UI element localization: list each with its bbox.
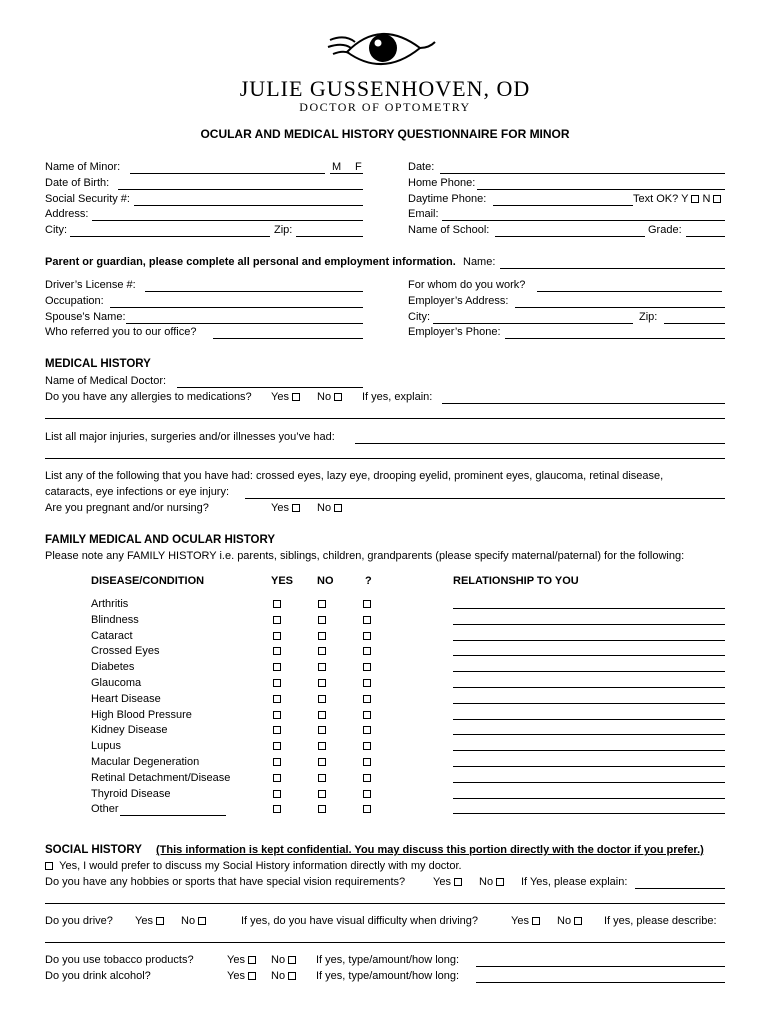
pregnant-label: Are you pregnant and/or nursing?	[45, 502, 209, 514]
condition-no-checkbox[interactable]	[318, 695, 326, 703]
relationship-field[interactable]	[453, 640, 725, 641]
relationship-field[interactable]	[453, 671, 725, 672]
condition-no-checkbox[interactable]	[318, 679, 326, 687]
prefer-discuss-checkbox[interactable]	[45, 862, 53, 870]
condition-yes-checkbox[interactable]	[273, 790, 281, 798]
condition-label: Lupus	[91, 740, 121, 753]
employer-phone-label: Employer’s Phone:	[408, 326, 501, 338]
zip-field[interactable]	[296, 236, 363, 237]
email-label: Email:	[408, 208, 439, 220]
condition-yes-checkbox[interactable]	[273, 647, 281, 655]
alcohol-details-field[interactable]	[476, 982, 725, 983]
pregnant-no-option	[317, 501, 342, 515]
condition-label: Crossed Eyes	[91, 645, 160, 658]
visual-difficulty-no-checkbox[interactable]	[574, 917, 582, 925]
relationship-field[interactable]	[453, 703, 725, 704]
condition-label: Blindness	[91, 613, 139, 626]
prefer-discuss-option	[45, 859, 462, 873]
date-label: Date:	[408, 161, 435, 173]
alcohol-no-label: No	[271, 970, 286, 982]
relationship-field[interactable]	[453, 608, 725, 609]
conditions-field[interactable]	[245, 498, 725, 499]
hobbies-yes-option	[433, 875, 462, 889]
name-of-minor-label: Name of Minor:	[45, 161, 121, 173]
condition-yes-checkbox[interactable]	[273, 742, 281, 750]
condition-unknown-checkbox[interactable]	[363, 647, 371, 655]
condition-no-checkbox[interactable]	[318, 711, 326, 719]
relationship-field[interactable]	[453, 655, 725, 656]
family-history-note: Please note any FAMILY HISTORY i.e. parents, siblings, children, grandparents (please specify maternal/paternal) for the following:	[45, 550, 685, 562]
drive-no-option	[181, 914, 206, 928]
family-history-heading: FAMILY MEDICAL AND OCULAR HISTORY	[45, 534, 276, 546]
alcohol-yes-label: Yes	[227, 970, 245, 982]
relationship-field[interactable]	[453, 782, 725, 783]
col-yes-header: YES	[271, 575, 294, 587]
employer-zip-label: Zip:	[639, 311, 658, 323]
grade-field[interactable]	[686, 236, 725, 237]
allergies-no-option	[317, 390, 342, 404]
tobacco-no-checkbox[interactable]	[288, 956, 296, 964]
col-disease-header: DISEASE/CONDITION	[91, 575, 205, 587]
condition-no-checkbox[interactable]	[318, 632, 326, 640]
tobacco-no-label: No	[271, 954, 286, 966]
condition-yes-checkbox[interactable]	[273, 663, 281, 671]
daytime-phone-label: Daytime Phone:	[408, 193, 487, 205]
address-field[interactable]	[92, 220, 363, 221]
male-option[interactable]: M	[332, 161, 342, 173]
relationship-field[interactable]	[453, 687, 725, 688]
condition-yes-checkbox[interactable]	[273, 805, 281, 813]
dob-field[interactable]	[118, 189, 363, 190]
dob-label: Date of Birth:	[45, 177, 110, 189]
visual-difficulty-yes-option	[511, 914, 540, 928]
allergies-explain-field-2[interactable]	[45, 418, 725, 419]
text-ok-no-checkbox[interactable]	[713, 195, 721, 203]
condition-yes-checkbox[interactable]	[273, 726, 281, 734]
ssn-label: Social Security #:	[45, 193, 130, 205]
social-history-note: (This information is kept confidential. You may discuss this portion directly with the doctor if you prefer.)	[156, 844, 704, 856]
employer-city-label: City:	[408, 311, 430, 323]
spouse-label: Spouse’s Name:	[45, 311, 126, 323]
condition-label: Kidney Disease	[91, 724, 168, 737]
describe-label: If yes, please describe:	[604, 915, 717, 927]
alcohol-no-option	[271, 969, 296, 983]
allergies-no-checkbox[interactable]	[334, 393, 342, 401]
employer-zip-field[interactable]	[664, 323, 725, 324]
employer-address-label: Employer’s Address:	[408, 295, 509, 307]
relationship-field[interactable]	[453, 750, 725, 751]
medical-doctor-field[interactable]	[177, 387, 363, 388]
injuries-label: List all major injuries, surgeries and/or illnesses you’ve had:	[45, 431, 335, 443]
grade-label: Grade:	[648, 224, 682, 236]
condition-yes-checkbox[interactable]	[273, 711, 281, 719]
condition-unknown-checkbox[interactable]	[363, 616, 371, 624]
condition-label: Glaucoma	[91, 677, 142, 689]
injuries-field[interactable]	[355, 443, 725, 444]
condition-no-checkbox[interactable]	[318, 774, 326, 782]
name-of-minor-field[interactable]	[130, 173, 325, 174]
tobacco-yes-label: Yes	[227, 954, 245, 966]
license-field[interactable]	[145, 291, 363, 292]
address-label: Address:	[45, 208, 89, 220]
hobbies-explain-field-2[interactable]	[45, 903, 725, 904]
medical-history-heading: MEDICAL HISTORY	[45, 358, 151, 370]
text-ok-label: Text OK? Y	[633, 193, 689, 205]
condition-label: Macular Degeneration	[91, 756, 200, 768]
condition-unknown-checkbox[interactable]	[363, 695, 371, 703]
col-no-header: NO	[317, 575, 334, 587]
date-field[interactable]	[440, 173, 725, 174]
work-field[interactable]	[537, 291, 722, 292]
relationship-field[interactable]	[453, 766, 725, 767]
col-unknown-header: ?	[365, 575, 372, 587]
condition-no-checkbox[interactable]	[318, 726, 326, 734]
condition-unknown-checkbox[interactable]	[363, 679, 371, 687]
drive-no-checkbox[interactable]	[198, 917, 206, 925]
hobbies-yes-label: Yes	[433, 876, 451, 888]
condition-unknown-checkbox[interactable]	[363, 758, 371, 766]
condition-label: Retinal Detachment/Disease	[91, 771, 231, 784]
col-relationship-header: RELATIONSHIP TO YOU	[453, 575, 579, 587]
hobbies-explain-label: If Yes, please explain:	[521, 876, 628, 888]
condition-unknown-checkbox[interactable]	[363, 790, 371, 798]
condition-no-checkbox[interactable]	[318, 790, 326, 798]
alcohol-label: Do you drink alcohol?	[45, 970, 151, 982]
condition-no-checkbox[interactable]	[318, 742, 326, 750]
pregnant-no-checkbox[interactable]	[334, 504, 342, 512]
visual-difficulty-label: If yes, do you have visual difficulty when driving?	[241, 915, 479, 927]
work-label: For whom do you work?	[408, 279, 526, 291]
condition-unknown-checkbox[interactable]	[363, 663, 371, 671]
employer-address-field[interactable]	[515, 307, 725, 308]
injuries-field-2[interactable]	[45, 458, 725, 459]
city-field[interactable]	[70, 236, 270, 237]
drive-label: Do you drive?	[45, 915, 113, 927]
eye-logo-icon	[325, 20, 445, 76]
alcohol-yes-option	[227, 969, 256, 983]
condition-unknown-checkbox[interactable]	[363, 632, 371, 640]
pregnant-yes-option	[271, 501, 300, 515]
doctor-subtitle: DOCTOR OF OPTOMETRY	[299, 100, 471, 114]
ssn-field[interactable]	[134, 205, 363, 206]
hobbies-no-option	[479, 875, 504, 889]
condition-label: Cataract	[91, 629, 133, 642]
alcohol-details-label: If yes, type/amount/how long:	[316, 970, 460, 982]
condition-unknown-checkbox[interactable]	[363, 711, 371, 719]
allergies-yes-label: Yes	[271, 391, 289, 403]
condition-yes-checkbox[interactable]	[273, 616, 281, 624]
conditions-text-1: List any of the following that you have had: crossed eyes, lazy eye, drooping eyelid, prominent eyes, glaucoma, retinal disease,	[45, 470, 664, 482]
drive-yes-label: Yes	[135, 915, 153, 927]
relationship-field[interactable]	[453, 813, 725, 814]
female-option[interactable]: F	[355, 161, 362, 173]
guardian-name-field[interactable]	[500, 268, 725, 269]
alcohol-yes-checkbox[interactable]	[248, 972, 256, 980]
condition-unknown-checkbox[interactable]	[363, 742, 371, 750]
condition-no-checkbox[interactable]	[318, 616, 326, 624]
allergies-yes-option	[271, 390, 300, 404]
guardian-intro: Parent or guardian, please complete all personal and employment information.	[45, 256, 456, 268]
social-history-heading: SOCIAL HISTORY	[45, 844, 142, 856]
condition-unknown-checkbox[interactable]	[363, 600, 371, 608]
allergies-yes-checkbox[interactable]	[292, 393, 300, 401]
condition-no-checkbox[interactable]	[318, 758, 326, 766]
employer-phone-field[interactable]	[505, 338, 725, 339]
condition-unknown-checkbox[interactable]	[363, 726, 371, 734]
hobbies-no-label: No	[479, 876, 494, 888]
tobacco-label: Do you use tobacco products?	[45, 954, 194, 966]
school-field[interactable]	[495, 236, 645, 237]
condition-yes-checkbox[interactable]	[273, 774, 281, 782]
condition-yes-checkbox[interactable]	[273, 695, 281, 703]
occupation-field[interactable]	[110, 307, 363, 308]
condition-yes-checkbox[interactable]	[273, 758, 281, 766]
allergies-explain-field[interactable]	[442, 403, 725, 404]
visual-difficulty-no-label: No	[557, 915, 572, 927]
home-phone-label: Home Phone:	[408, 177, 476, 189]
zip-label: Zip:	[274, 224, 293, 236]
conditions-text-2: cataracts, eye infections or eye injury:	[45, 486, 230, 498]
condition-unknown-checkbox[interactable]	[363, 805, 371, 813]
relationship-field[interactable]	[453, 798, 725, 799]
text-ok-no-label: N	[702, 193, 711, 205]
prefer-discuss-label: Yes, I would prefer to discuss my Social History information directly with my doctor.	[59, 860, 462, 872]
doctor-name: JULIE GUSSENHOVEN, OD	[239, 76, 531, 101]
allergies-explain-label: If yes, explain:	[362, 391, 433, 403]
condition-no-checkbox[interactable]	[318, 600, 326, 608]
tobacco-details-label: If yes, type/amount/how long:	[316, 954, 460, 966]
condition-no-checkbox[interactable]	[318, 805, 326, 813]
hobbies-no-checkbox[interactable]	[496, 878, 504, 886]
visual-difficulty-yes-checkbox[interactable]	[532, 917, 540, 925]
daytime-phone-field[interactable]	[493, 205, 633, 206]
tobacco-no-option	[271, 953, 296, 967]
tobacco-yes-checkbox[interactable]	[248, 956, 256, 964]
tobacco-details-field[interactable]	[476, 966, 725, 967]
drive-yes-option	[135, 914, 164, 928]
condition-yes-checkbox[interactable]	[273, 679, 281, 687]
relationship-field[interactable]	[453, 734, 725, 735]
tobacco-yes-option	[227, 953, 256, 967]
employer-city-field[interactable]	[433, 323, 633, 324]
pregnant-yes-label: Yes	[271, 502, 289, 514]
hobbies-explain-field[interactable]	[635, 888, 725, 889]
medical-doctor-label: Name of Medical Doctor:	[45, 375, 167, 387]
describe-field[interactable]	[45, 942, 725, 943]
pregnant-yes-checkbox[interactable]	[292, 504, 300, 512]
relationship-field[interactable]	[453, 624, 725, 625]
relationship-field[interactable]	[453, 719, 725, 720]
spouse-field[interactable]	[126, 323, 363, 324]
guardian-name-label: Name:	[463, 256, 496, 268]
condition-label: Diabetes	[91, 661, 135, 674]
email-field[interactable]	[442, 220, 725, 221]
home-phone-field[interactable]	[477, 189, 725, 190]
city-label: City:	[45, 224, 67, 236]
drive-no-label: No	[181, 915, 196, 927]
condition-no-checkbox[interactable]	[318, 647, 326, 655]
condition-label: High Blood Pressure	[91, 708, 192, 721]
text-ok-option	[633, 192, 721, 206]
drive-yes-checkbox[interactable]	[156, 917, 164, 925]
license-label: Driver’s License #:	[45, 279, 136, 291]
condition-unknown-checkbox[interactable]	[363, 774, 371, 782]
allergies-no-label: No	[317, 391, 332, 403]
occupation-label: Occupation:	[45, 295, 104, 307]
alcohol-no-checkbox[interactable]	[288, 972, 296, 980]
condition-label: Other	[91, 803, 119, 816]
visual-difficulty-no-option	[557, 914, 582, 928]
school-label: Name of School:	[408, 224, 490, 236]
condition-label: Thyroid Disease	[91, 787, 171, 800]
pregnant-no-label: No	[317, 502, 332, 514]
visual-difficulty-yes-label: Yes	[511, 915, 529, 927]
form-title: OCULAR AND MEDICAL HISTORY QUESTIONNAIRE FOR MINOR	[200, 127, 570, 141]
text-ok-yes-checkbox[interactable]	[691, 195, 699, 203]
condition-label: Heart Disease	[91, 692, 161, 705]
referred-label: Who referred you to our office?	[45, 326, 197, 338]
condition-label: Arthritis	[91, 598, 129, 610]
other-condition-field[interactable]	[120, 815, 226, 816]
condition-no-checkbox[interactable]	[318, 663, 326, 671]
referred-field[interactable]	[213, 338, 363, 339]
hobbies-yes-checkbox[interactable]	[454, 878, 462, 886]
condition-yes-checkbox[interactable]	[273, 632, 281, 640]
hobbies-label: Do you have any hobbies or sports that have special vision requirements?	[45, 876, 406, 888]
condition-yes-checkbox[interactable]	[273, 600, 281, 608]
allergies-label: Do you have any allergies to medications?	[45, 391, 252, 403]
